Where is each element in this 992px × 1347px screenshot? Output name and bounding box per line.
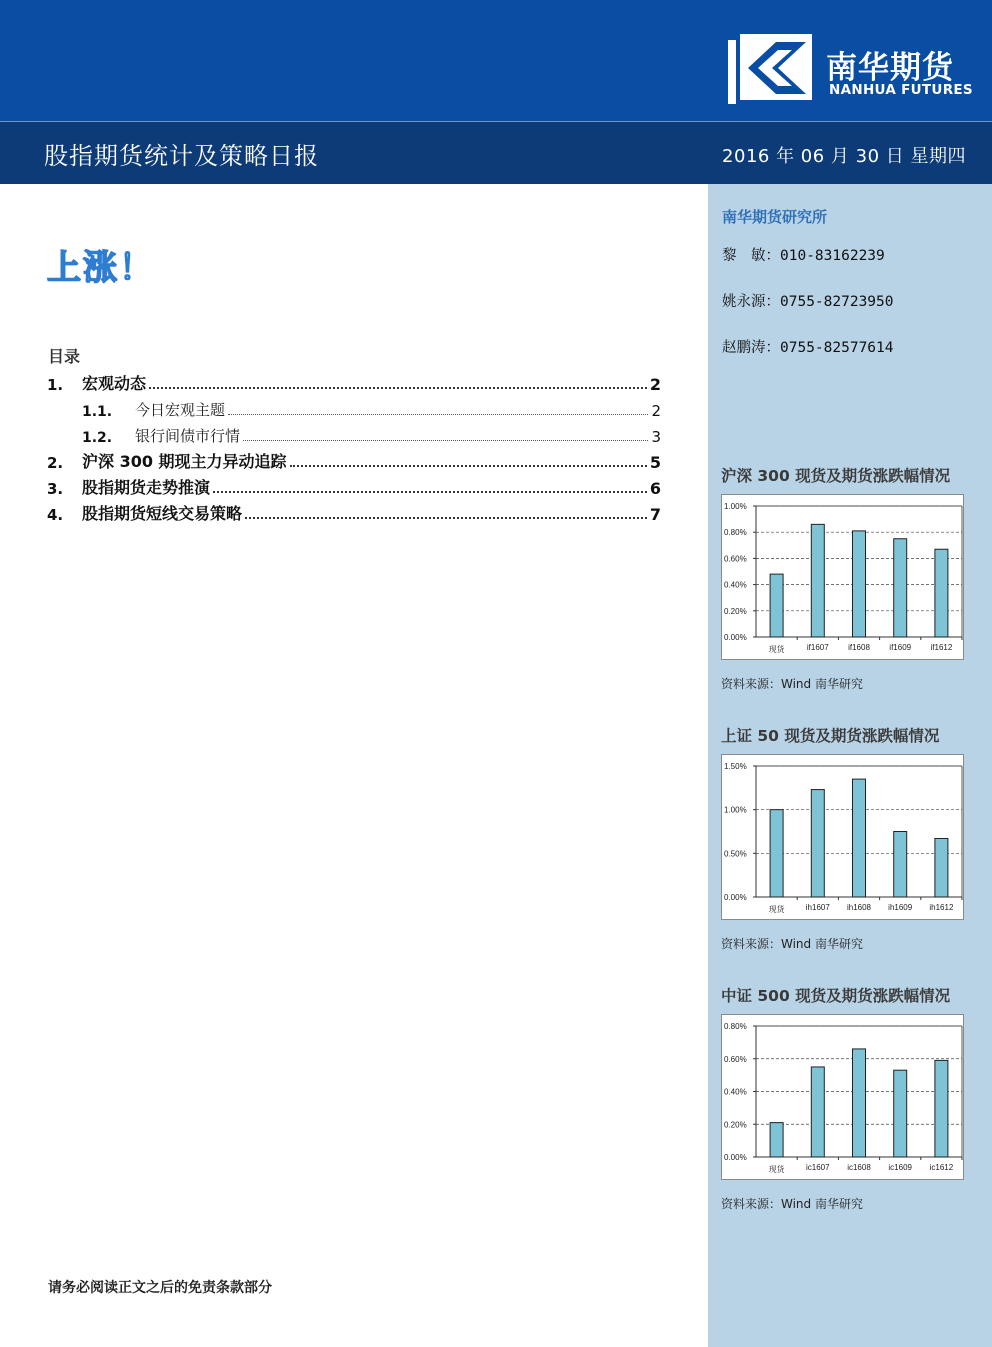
toc-item-page: 7 xyxy=(649,505,661,524)
nanhua-logo-icon xyxy=(728,34,814,108)
y-tick-label: 0.00% xyxy=(724,633,747,642)
x-tick-label: if1608 xyxy=(848,643,870,652)
analyst-contact: 黎 敏：010-83162239 xyxy=(722,248,885,264)
y-tick-label: 0.50% xyxy=(724,849,747,859)
toc-item-number: 1.1. xyxy=(82,404,113,420)
toc-leader-dots xyxy=(149,387,647,389)
toc-item[interactable] xyxy=(47,446,661,472)
sidebar xyxy=(708,184,992,1347)
x-tick-label: ih1608 xyxy=(846,903,872,912)
x-tick-label: 现货 xyxy=(768,905,785,914)
disclaimer-note: 请务必阅读正文之后的免责条款部分 xyxy=(48,1280,272,1296)
header-top-band xyxy=(0,0,992,121)
bar xyxy=(770,1123,783,1157)
toc-item-text: 股指期货走势推演 xyxy=(82,478,211,497)
headline: 上涨！ xyxy=(47,248,155,288)
toc-item-number: 3. xyxy=(47,480,64,498)
x-tick-label: ic1608 xyxy=(847,1163,871,1172)
analyst-contact: 赵鹏涛：0755-82577614 xyxy=(722,340,894,356)
y-tick-label: 0.40% xyxy=(724,580,747,590)
chart-block-zz500 xyxy=(721,984,964,1212)
x-tick-label: ic1609 xyxy=(888,1163,912,1172)
chart-box xyxy=(721,1014,964,1180)
bar xyxy=(811,1067,824,1157)
toc-item-number: 4. xyxy=(47,506,64,524)
bar-chart-hs300 xyxy=(722,495,963,659)
toc-item-number: 1. xyxy=(47,376,64,394)
y-tick-label: 0.60% xyxy=(724,1054,747,1064)
toc-item[interactable] xyxy=(47,498,661,524)
y-tick-label: 0.00% xyxy=(724,893,747,902)
logo-english-name: NANHUA FUTURES xyxy=(829,82,973,98)
toc-title: 目录 xyxy=(48,347,81,366)
report-date: 2016 年 06 月 30 日 星期四 xyxy=(722,146,966,167)
bar xyxy=(811,790,824,897)
toc-subitem[interactable] xyxy=(47,394,661,420)
toc-leader-dots xyxy=(213,491,647,493)
toc-item-text: 股指期货短线交易策略 xyxy=(82,504,243,523)
toc-leader-dots xyxy=(228,414,648,415)
toc-leader-dots xyxy=(290,465,647,467)
bar xyxy=(770,810,783,897)
y-tick-label: 0.80% xyxy=(724,528,747,538)
research-institute-name: 南华期货研究所 xyxy=(722,208,828,226)
toc-item-number: 1.2. xyxy=(82,430,113,446)
bar xyxy=(853,1049,866,1157)
x-tick-label: ih1607 xyxy=(805,903,830,912)
bar-chart-zz500 xyxy=(722,1015,963,1179)
logo-chinese-name: 南华期货 xyxy=(826,50,954,86)
chart-title: 中证 500 现货及期货涨跌幅情况 xyxy=(721,987,951,1005)
toc-item-page: 2 xyxy=(649,375,661,394)
toc-item-text: 沪深 300 期现主力异动追踪 xyxy=(82,452,287,471)
y-tick-label: 0.40% xyxy=(724,1087,747,1097)
chart-title: 沪深 300 现货及期货涨跌幅情况 xyxy=(721,467,951,485)
y-tick-label: 0.00% xyxy=(724,1153,747,1162)
toc-item-number: 2. xyxy=(47,454,64,472)
toc-item-text: 银行间债市行情 xyxy=(135,427,241,445)
x-tick-label: ic1612 xyxy=(929,1163,954,1172)
x-tick-label: ic1607 xyxy=(806,1163,830,1172)
y-tick-label: 0.80% xyxy=(724,1022,747,1031)
toc-item-page: 2 xyxy=(651,402,661,420)
toc-item-text: 今日宏观主题 xyxy=(135,401,226,419)
table-of-contents xyxy=(47,368,661,524)
bar xyxy=(894,1070,907,1157)
chart-box xyxy=(721,754,964,920)
toc-item-page: 3 xyxy=(651,428,661,446)
toc-item-text: 宏观动态 xyxy=(82,374,147,393)
chart-block-hs300 xyxy=(721,464,964,692)
toc-leader-dots xyxy=(243,440,648,441)
bar xyxy=(853,779,866,897)
x-tick-label: if1609 xyxy=(889,643,912,652)
x-tick-label: if1612 xyxy=(930,643,953,652)
y-tick-label: 0.20% xyxy=(724,606,747,616)
bar xyxy=(935,1060,948,1157)
bar xyxy=(894,832,907,898)
x-tick-label: 现货 xyxy=(768,1165,785,1174)
toc-item-page: 5 xyxy=(649,453,661,472)
chart-source: 资料来源：Wind 南华研究 xyxy=(721,937,863,951)
chart-source: 资料来源：Wind 南华研究 xyxy=(721,677,863,691)
bar xyxy=(935,838,948,897)
toc-item[interactable] xyxy=(47,472,661,498)
y-tick-label: 1.00% xyxy=(724,805,747,815)
y-tick-label: 0.60% xyxy=(724,554,747,564)
chart-title: 上证 50 现货及期货涨跌幅情况 xyxy=(721,727,940,745)
bar xyxy=(853,531,866,637)
chart-block-sz50 xyxy=(721,724,964,952)
y-tick-label: 0.20% xyxy=(724,1120,747,1130)
bar xyxy=(770,574,783,637)
x-tick-label: 现货 xyxy=(768,645,785,654)
report-title: 股指期货统计及策略日报 xyxy=(44,142,319,170)
toc-leader-dots xyxy=(245,517,647,519)
analyst-contact: 姚永源：0755-82723950 xyxy=(722,294,894,310)
header-title-band xyxy=(0,121,992,184)
chart-box xyxy=(721,494,964,660)
chart-source: 资料来源：Wind 南华研究 xyxy=(721,1197,863,1211)
y-tick-label: 1.50% xyxy=(724,762,747,771)
y-tick-label: 1.00% xyxy=(724,502,747,511)
bar xyxy=(811,524,824,637)
x-tick-label: ih1612 xyxy=(929,903,954,912)
toc-item-page: 6 xyxy=(649,479,661,498)
x-tick-label: ih1609 xyxy=(888,903,913,912)
bar xyxy=(894,539,907,637)
x-tick-label: if1607 xyxy=(806,643,829,652)
bar xyxy=(935,549,948,637)
toc-item[interactable] xyxy=(47,368,661,394)
toc-subitem[interactable] xyxy=(47,420,661,446)
bar-chart-sz50 xyxy=(722,755,963,919)
